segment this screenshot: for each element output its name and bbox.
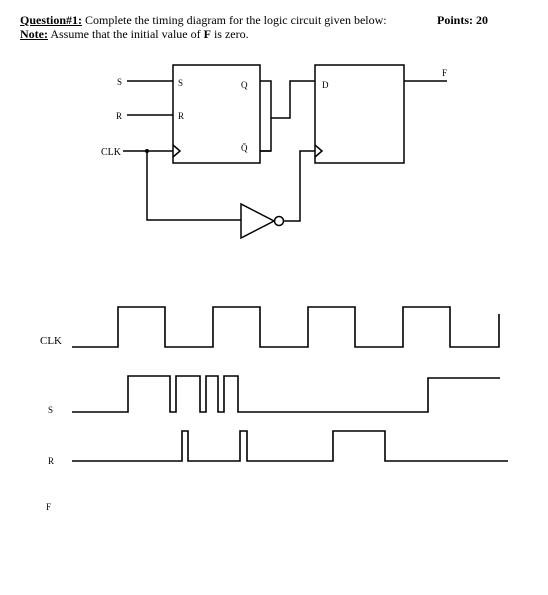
- q-to-d-wire: [271, 81, 315, 118]
- question-text: Complete the timing diagram for the logic circuit given below:: [82, 13, 387, 27]
- r-waveform: [72, 431, 508, 461]
- note-text-after: is zero.: [210, 27, 249, 41]
- inverter-gate: [241, 204, 274, 238]
- q-qbar-bus: [260, 81, 271, 151]
- timing-s-label: S: [48, 405, 54, 415]
- s-waveform: [72, 376, 500, 412]
- sr-clock-triangle: [173, 145, 180, 157]
- inverted-clk-wire: [283, 151, 315, 221]
- sr-pin-r-label: R: [178, 111, 185, 121]
- note-label: Note:: [20, 27, 48, 41]
- timing-clk-label: CLK: [40, 335, 62, 347]
- timing-f-label: F: [46, 502, 52, 512]
- input-r-label: R: [115, 111, 122, 121]
- note-variable: F: [203, 27, 211, 41]
- note-text-before: Assume that the initial value of: [47, 27, 204, 41]
- sr-pin-qbar-label: Q̄: [241, 143, 248, 153]
- clk-waveform: [72, 307, 499, 347]
- output-f-label: F: [442, 68, 448, 78]
- clk-junction-dot: [145, 149, 149, 153]
- points-value: 20: [476, 13, 488, 27]
- question-label: Question#1:: [20, 13, 83, 27]
- sr-pin-q-label: Q: [241, 80, 248, 90]
- timing-r-label: R: [48, 456, 55, 466]
- clk-to-inverter-wire: [147, 151, 241, 220]
- sr-pin-s-label: S: [178, 78, 184, 88]
- points-label: Points:: [437, 13, 473, 27]
- logic-circuit: [123, 65, 447, 238]
- d-pin-d-label: D: [322, 80, 329, 90]
- timing-waveforms: [72, 307, 508, 461]
- input-clk-label: CLK: [101, 147, 121, 158]
- input-s-label: S: [116, 77, 122, 87]
- inverter-bubble: [275, 217, 284, 226]
- d-clock-triangle: [315, 145, 322, 157]
